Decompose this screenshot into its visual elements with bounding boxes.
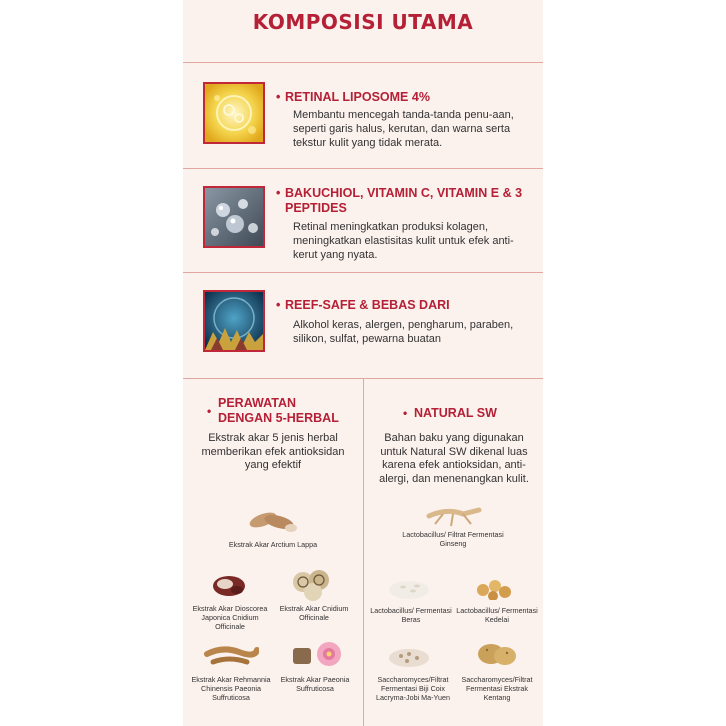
herbal-item-label: Ekstrak Akar Arctium Lappa bbox=[228, 540, 318, 549]
ingredient-title: • REEF-SAFE & BEBAS DARI bbox=[285, 298, 525, 313]
herbal-title-line1: PERAWATAN bbox=[218, 396, 297, 410]
gold-liposome-icon bbox=[203, 82, 265, 144]
arctium-root-icon bbox=[245, 500, 301, 541]
natural-bullet: • bbox=[403, 406, 408, 420]
ingredient-title: • RETINAL LIPOSOME 4% bbox=[285, 90, 525, 105]
ginseng-root-icon bbox=[423, 500, 483, 533]
natural-item-label: Saccharomyces/Filtrat Fermentasi Biji Coix Lacryma-Jobi Ma-Yuen bbox=[376, 675, 450, 702]
dioscorea-root-icon bbox=[207, 566, 251, 607]
herbal-item-label: Ekstrak Akar Rehmannia Chinensis Paeonia Suffruticosa bbox=[191, 675, 271, 702]
coix-seeds-icon bbox=[387, 640, 431, 673]
ingredient-row-bakuchiol bbox=[183, 168, 543, 272]
herbal-item-label: Ekstrak Akar Cnidium Officinale bbox=[279, 604, 349, 622]
ingredient-title: • BAKUCHIOL, VITAMIN C, VITAMIN E & 3 PEPTIDES bbox=[285, 186, 525, 216]
water-droplets-icon bbox=[203, 186, 265, 248]
herbal-item-label: Ekstrak Akar Paeonia Suffruticosa bbox=[280, 675, 350, 693]
ingredient-description: Alkohol keras, alergen, pengharum, paraben, silikon, sulfat, pewarna buatan bbox=[293, 319, 514, 345]
potato-icon bbox=[475, 638, 519, 673]
rehmannia-root-icon bbox=[203, 636, 259, 675]
ingredient-row-retinal bbox=[183, 62, 543, 168]
natural-item-label: Saccharomyces/Filtrat Fermentasi Ekstrak Kentang bbox=[461, 675, 533, 702]
composition-panel bbox=[183, 0, 543, 726]
natural-title: NATURAL SW bbox=[414, 406, 497, 420]
ingredient-description: Membantu mencegah tanda-tanda penu-aan, seperti garis halus, kerutan, dan warna serta tekstur kulit yang tidak merata. bbox=[293, 109, 514, 149]
herbal-description: Ekstrak akar 5 jenis herbal memberikan efek antioksidan yang efektif bbox=[201, 432, 345, 471]
ingredient-description: Retinal meningkatkan produksi kolagen, meningkatkan elastisitas kulit untuk efek anti-kerut yang nyata. bbox=[293, 221, 514, 261]
column-divider bbox=[363, 378, 364, 726]
herbal-bullet: • bbox=[207, 404, 212, 418]
coral-reef-icon bbox=[203, 290, 265, 352]
natural-description: Bahan baku yang digunakan untuk Natural SW dikenal luas karena efek antioksidan, anti-alergi, dan menenangkan kulit. bbox=[379, 432, 529, 485]
cnidium-root-icon bbox=[289, 566, 335, 607]
ingredient-row-reef-safe bbox=[183, 272, 543, 378]
soybeans-icon bbox=[473, 574, 517, 605]
rice-grains-icon bbox=[387, 574, 431, 605]
natural-item-label: Lactobacillus/ Filtrat Fermentasi Ginseng bbox=[402, 530, 504, 548]
herbal-item-label: Ekstrak Akar Dioscorea Japonica Cnidium Officinale bbox=[192, 604, 268, 631]
natural-item-label: Lactobacillus/ Fermentasi Beras bbox=[370, 606, 452, 624]
natural-item-label: Lactobacillus/ Fermentasi Kedelai bbox=[456, 606, 538, 624]
herbal-title-line2: DENGAN 5-HERBAL bbox=[218, 411, 339, 425]
page-title: KOMPOSISI UTAMA bbox=[252, 10, 474, 34]
peony-flower-icon bbox=[289, 638, 343, 675]
